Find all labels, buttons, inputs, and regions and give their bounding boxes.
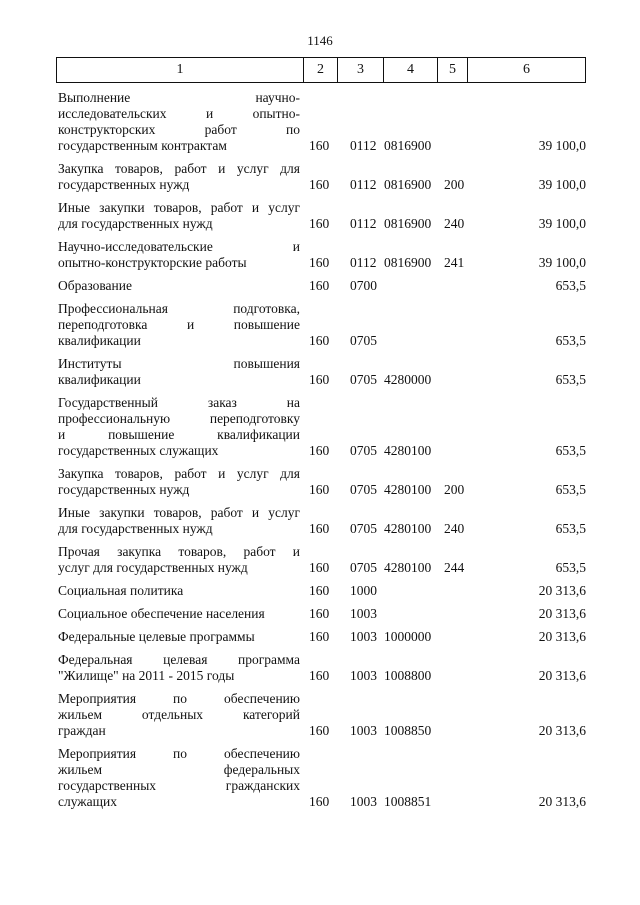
row-col-6: 653,5: [555, 482, 586, 497]
row-name: [58, 629, 300, 645]
row-col-4: 1008851: [384, 794, 432, 809]
row-col-6: 653,5: [555, 560, 586, 575]
row-col-5: 240: [444, 216, 465, 231]
row-col-3: 0705: [350, 482, 377, 497]
header-col-4: 4: [384, 58, 438, 82]
row-name-line: переподготовка и повышение: [58, 317, 300, 332]
row-name-line: профессиональную переподготовку: [58, 411, 300, 426]
row-col-2: 160: [309, 583, 330, 598]
header-col-2: 2: [304, 58, 338, 82]
row-col-2: 160: [309, 177, 330, 192]
row-col-3: 1000: [350, 583, 377, 598]
row-name-line: Федеральные целевые программы: [58, 629, 255, 644]
table-row: [58, 395, 586, 459]
row-col-3: 0705: [350, 521, 377, 536]
row-col-2: 160: [309, 723, 330, 738]
header-col-1: 1: [57, 58, 304, 82]
row-name-line: жильем федеральных: [58, 762, 300, 777]
row-col-6: 653,5: [555, 278, 586, 293]
row-name-line: жильем отдельных категорий: [58, 707, 300, 722]
header-col-5: 5: [438, 58, 468, 82]
row-name: [58, 161, 300, 193]
row-col-2: 160: [309, 629, 330, 644]
row-name: [58, 200, 300, 232]
row-name: [58, 505, 300, 537]
table-row: [58, 746, 586, 810]
row-col-4: 0816900: [384, 138, 432, 153]
row-name-line: Социальное обеспечение населения: [58, 606, 265, 621]
row-name-line: Мероприятия по обеспечению: [58, 691, 300, 706]
row-col-6: 653,5: [555, 372, 586, 387]
row-name-line: Прочая закупка товаров, работ и: [58, 544, 300, 559]
row-col-6: 39 100,0: [538, 138, 586, 153]
row-col-4: 0816900: [384, 255, 432, 270]
row-name: [58, 466, 300, 498]
row-col-2: 160: [309, 521, 330, 536]
table-row: [58, 544, 586, 576]
row-col-4: 4280100: [384, 482, 432, 497]
row-col-6: 20 313,6: [538, 794, 586, 809]
row-name-line: и повышение квалификации: [58, 427, 300, 442]
table-row: [58, 629, 586, 645]
table-row: [58, 606, 586, 622]
row-col-6: 653,5: [555, 333, 586, 348]
row-col-5: 200: [444, 177, 465, 192]
row-col-6: 39 100,0: [538, 255, 586, 270]
table-row: [58, 278, 586, 294]
table-row: [58, 90, 586, 154]
row-name-line: граждан: [58, 723, 106, 738]
row-col-5: 244: [444, 560, 465, 575]
row-col-3: 1003: [350, 794, 377, 809]
row-name: [58, 746, 300, 810]
row-col-3: 0112: [350, 138, 377, 153]
row-name-line: для государственных нужд: [58, 521, 213, 536]
row-col-2: 160: [309, 278, 330, 293]
row-name: [58, 90, 300, 154]
row-col-2: 160: [309, 668, 330, 683]
row-name-line: Профессиональная подготовка,: [58, 301, 300, 316]
row-col-3: 0705: [350, 372, 377, 387]
row-col-3: 1003: [350, 723, 377, 738]
row-name: [58, 691, 300, 739]
row-name: [58, 278, 300, 294]
row-col-5: 240: [444, 521, 465, 536]
table-row: [58, 583, 586, 599]
row-col-4: 4280000: [384, 372, 432, 387]
row-col-6: 20 313,6: [538, 723, 586, 738]
row-col-3: 1003: [350, 629, 377, 644]
table-row: [58, 466, 586, 498]
row-col-2: 160: [309, 443, 330, 458]
row-col-2: 160: [309, 333, 330, 348]
table-row: [58, 239, 586, 271]
row-name-line: Научно-исследовательские и: [58, 239, 300, 254]
row-name-line: Закупка товаров, работ и услуг для: [58, 466, 300, 481]
row-name-line: квалификации: [58, 333, 141, 348]
row-col-6: 20 313,6: [538, 629, 586, 644]
row-col-3: 0705: [350, 560, 377, 575]
row-col-3: 0112: [350, 216, 377, 231]
header-col-3: 3: [338, 58, 384, 82]
row-name-line: Выполнение научно-: [58, 90, 300, 105]
row-name: [58, 301, 300, 349]
row-col-3: 0112: [350, 177, 377, 192]
row-name-line: Иные закупки товаров, работ и услуг: [58, 200, 300, 215]
row-name-line: "Жилище" на 2011 - 2015 годы: [58, 668, 235, 683]
table-header: [56, 57, 586, 83]
row-name-line: Социальная политика: [58, 583, 184, 598]
table-row: [58, 200, 586, 232]
row-name-line: услуг для государственных нужд: [58, 560, 248, 575]
budget-table-body: [58, 90, 586, 817]
row-col-3: 0700: [350, 278, 377, 293]
row-name-line: квалификации: [58, 372, 141, 387]
row-col-3: 1003: [350, 606, 377, 621]
table-row: [58, 652, 586, 684]
row-col-6: 20 313,6: [538, 606, 586, 621]
row-name: [58, 606, 300, 622]
row-name: [58, 652, 300, 684]
row-name-line: Федеральная целевая программа: [58, 652, 300, 667]
row-name-line: опытно-конструкторские работы: [58, 255, 247, 270]
row-col-5: 200: [444, 482, 465, 497]
row-name-line: Закупка товаров, работ и услуг для: [58, 161, 300, 176]
header-col-6: 6: [523, 62, 530, 77]
row-col-2: 160: [309, 138, 330, 153]
row-name-line: Иные закупки товаров, работ и услуг: [58, 505, 300, 520]
row-name-line: исследовательских и опытно-: [58, 106, 300, 121]
row-name: [58, 356, 300, 388]
table-row: [58, 161, 586, 193]
row-col-6: 39 100,0: [538, 216, 586, 231]
row-name-line: служащих: [58, 794, 117, 809]
row-col-2: 160: [309, 216, 330, 231]
table-row: [58, 356, 586, 388]
row-col-2: 160: [309, 560, 330, 575]
table-row: [58, 505, 586, 537]
row-name: [58, 544, 300, 576]
row-name-line: Мероприятия по обеспечению: [58, 746, 300, 761]
row-name-line: Институты повышения: [58, 356, 300, 371]
row-col-3: 0705: [350, 333, 377, 348]
page-number: 1146: [307, 33, 333, 48]
row-col-5: 241: [444, 255, 465, 270]
row-name-line: государственных нужд: [58, 177, 190, 192]
row-name: [58, 583, 300, 599]
row-col-2: 160: [309, 255, 330, 270]
row-name-line: конструкторских работ по: [58, 122, 300, 137]
row-name-line: Государственный заказ на: [58, 395, 300, 410]
row-name-line: государственных гражданских: [58, 778, 300, 793]
row-col-6: 653,5: [555, 521, 586, 536]
row-name: [58, 239, 300, 271]
row-col-4: 0816900: [384, 216, 432, 231]
row-col-4: 4280100: [384, 560, 432, 575]
table-row: [58, 691, 586, 739]
row-col-3: 0705: [350, 443, 377, 458]
row-col-4: 1000000: [384, 629, 432, 644]
row-col-2: 160: [309, 372, 330, 387]
row-col-6: 653,5: [555, 443, 586, 458]
row-name-line: государственных служащих: [58, 443, 219, 458]
row-name-line: для государственных нужд: [58, 216, 213, 231]
row-col-2: 160: [309, 482, 330, 497]
row-col-6: 20 313,6: [538, 668, 586, 683]
row-col-6: 20 313,6: [538, 583, 586, 598]
row-col-4: 1008800: [384, 668, 432, 683]
row-col-2: 160: [309, 606, 330, 621]
row-col-4: 0816900: [384, 177, 432, 192]
row-col-4: 4280100: [384, 443, 432, 458]
table-row: [58, 301, 586, 349]
row-col-4: 1008850: [384, 723, 432, 738]
row-col-3: 0112: [350, 255, 377, 270]
row-name-line: государственных нужд: [58, 482, 190, 497]
row-col-3: 1003: [350, 668, 377, 683]
row-col-6: 39 100,0: [538, 177, 586, 192]
row-name: [58, 395, 300, 459]
row-col-2: 160: [309, 794, 330, 809]
row-name-line: Образование: [58, 278, 132, 293]
row-col-4: 4280100: [384, 521, 432, 536]
row-name-line: государственным контрактам: [58, 138, 227, 153]
